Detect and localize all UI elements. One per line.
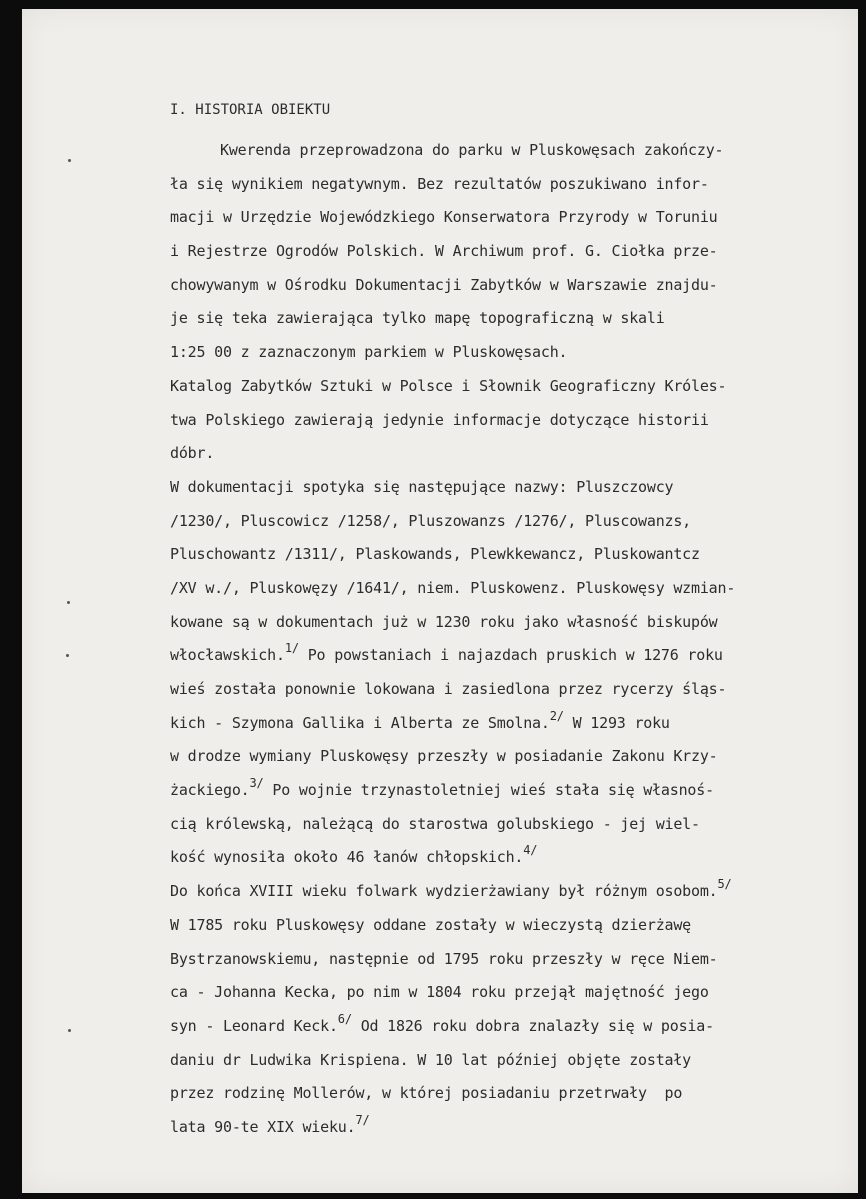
footnote-marker: 6/ xyxy=(337,1011,352,1026)
line-text: /1230/, Pluscowicz /1258/, Pluszowanzs /1276/, Pluscowanzs, xyxy=(170,511,692,530)
line-text: chowywanym w Ośrodku Dokumentacji Zabytków w Warszawie znajdu- xyxy=(170,275,718,294)
line-text: i Rejestrze Ogrodów Polskich. W Archiwum prof. G. Ciołka prze- xyxy=(170,242,718,261)
text-line xyxy=(170,269,830,303)
line-text: Pluschowantz /1311/, Plaskowands, Plewkkewancz, Pluskowantcz xyxy=(170,545,700,564)
line-text: Bystrzanowskiemu, następnie od 1795 roku przeszły w ręce Niem- xyxy=(170,949,718,968)
line-text: daniu dr Ludwika Krispiena. W 10 lat później objęte zostały xyxy=(170,1050,692,1069)
line-text: /XV w./, Pluskowęzy /1641/, niem. Pluskowenz. Pluskowęsy wzmian- xyxy=(170,578,736,597)
line-text-continued: Po powstaniach i najazdach pruskich w 1276 roku xyxy=(298,646,723,665)
text-line xyxy=(170,606,830,640)
footnote-marker: 3/ xyxy=(249,776,264,791)
line-text: dóbr. xyxy=(170,444,215,463)
line-text: cią królewską, należącą do starostwa golubskiego - jej wiel- xyxy=(170,814,700,833)
text-line xyxy=(170,168,830,202)
line-text: syn - Leonard Keck. xyxy=(170,1016,338,1035)
footnote-marker: 2/ xyxy=(549,708,564,723)
paper-speck xyxy=(67,601,70,604)
text-line xyxy=(170,404,830,438)
paper-speck xyxy=(68,1029,71,1032)
line-text: ła się wynikiem negatywnym. Bez rezultatów poszukiwano infor- xyxy=(170,174,709,193)
text-line xyxy=(170,639,830,673)
line-text: Do końca XVIII wieku folwark wydzierżawiany był różnym osobom. xyxy=(170,882,718,901)
line-text: twa Polskiego zawierają jedynie informacje dotyczące historii xyxy=(170,410,709,429)
text-line xyxy=(170,471,830,505)
text-line xyxy=(170,909,830,943)
text-line xyxy=(170,943,830,977)
line-text: je się teka zawierająca tylko mapę topograficzną w skali xyxy=(170,309,665,328)
text-line xyxy=(170,370,830,404)
text-line xyxy=(170,976,830,1010)
text-line xyxy=(170,336,830,370)
line-text: ca - Johanna Kecka, po nim w 1804 roku przejął majętność jego xyxy=(170,983,709,1002)
line-text: lata 90-te XIX wieku. xyxy=(170,1117,356,1136)
text-line xyxy=(170,134,830,168)
text-line xyxy=(170,774,830,808)
text-line xyxy=(170,673,830,707)
text-line xyxy=(170,201,830,235)
line-text-continued: Po wojnie trzynastoletniej wieś stała się własnoś- xyxy=(263,781,714,800)
line-text: Katalog Zabytków Sztuki w Polsce i Słownik Geograficzny Króles- xyxy=(170,376,727,395)
paragraph-text xyxy=(170,134,830,1145)
text-line xyxy=(170,505,830,539)
line-text: kość wynosiła około 46 łanów chłopskich. xyxy=(170,848,524,867)
line-text: kowane są w dokumentach już w 1230 roku jako własność biskupów xyxy=(170,612,718,631)
text-line xyxy=(170,235,830,269)
line-text: 1:25 00 z zaznaczonym parkiem w Pluskowęsach. xyxy=(170,343,568,362)
line-text: wieś została ponownie lokowana i zasiedlona przez rycerzy śląs- xyxy=(170,680,727,698)
line-text: przez rodzinę Mollerów, w której posiadaniu przetrwały po xyxy=(170,1084,683,1103)
line-text: W dokumentacji spotyka się następujące nazwy: Pluszczowcy xyxy=(170,477,674,496)
text-line xyxy=(170,302,830,336)
text-line xyxy=(170,1111,830,1145)
text-line xyxy=(170,808,830,842)
paper-speck xyxy=(68,159,71,162)
line-text: włocławskich. xyxy=(170,646,285,665)
text-line xyxy=(170,740,830,774)
line-text: kich - Szymona Gallika i Alberta ze Smolna. xyxy=(170,713,550,732)
line-text: w drodze wymiany Pluskowęsy przeszły w posiadanie Zakonu Krzy- xyxy=(170,747,718,766)
footnote-marker: 7/ xyxy=(355,1112,370,1127)
footnote-marker: 4/ xyxy=(523,843,538,858)
document-page xyxy=(22,9,858,1193)
section-heading: I. HISTORIA OBIEKTU xyxy=(170,102,331,118)
line-text: żackiego. xyxy=(170,781,250,800)
text-line xyxy=(170,1077,830,1111)
footnote-marker: 1/ xyxy=(284,641,299,656)
footnote-marker: 5/ xyxy=(717,877,732,892)
line-text: Kwerenda przeprowadzona do parku w Pluskowęsach zakończy- xyxy=(220,141,724,159)
paper-speck xyxy=(66,654,69,657)
document-body xyxy=(170,98,830,1145)
line-text: W 1785 roku Pluskowęsy oddane zostały w wieczystą dzierżawę xyxy=(170,915,692,934)
text-line xyxy=(170,437,830,471)
text-line xyxy=(170,1044,830,1078)
text-line xyxy=(170,1010,830,1044)
line-text: macji w Urzędzie Wojewódzkiego Konserwatora Przyrody w Toruniu xyxy=(170,208,718,227)
text-line xyxy=(170,841,830,875)
text-line xyxy=(170,538,830,572)
text-line xyxy=(170,707,830,741)
line-text-continued: W 1293 roku xyxy=(563,713,670,732)
text-line xyxy=(170,875,830,909)
text-line xyxy=(170,572,830,606)
line-text-continued: Od 1826 roku dobra znalazły się w posia- xyxy=(351,1016,714,1035)
